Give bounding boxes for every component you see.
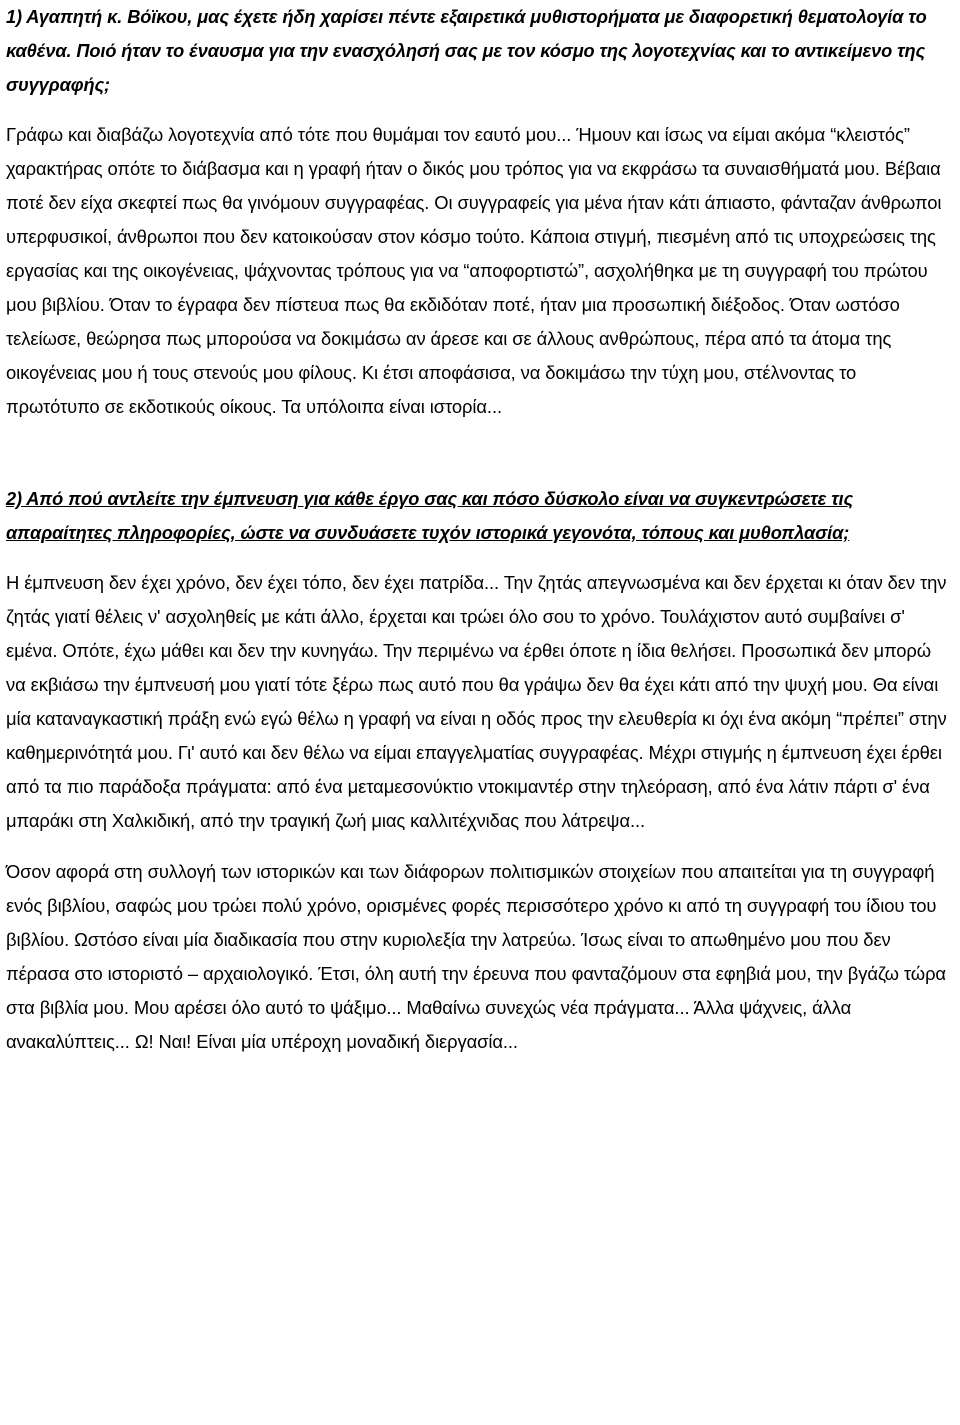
answer-2-paragraph-2: Όσον αφορά στη συλλογή των ιστορικών και των διάφορων πολιτισμικών στοιχείων που απαιτείται για τη συγγραφή ενός βιβλίου, σαφώς μου τρώει πολύ χρόνο, ορισμένες φορές περισσότερο χρόνο κι από τη συγγραφή του ίδιου του βιβλίου. Ωστόσο είναι μία διαδικασία που στην κυριολεξία την λατρεύω. Ίσως είναι το απωθημένο μου που δεν πέρασα στο ιστοριστό – αρχαιολογικό. Έτσι, όλη αυτή την έρευνα που φανταζόμουν στα εφηβιά μου, την βγάζω τώρα στα βιβλία μου. Μου αρέσει όλο αυτό το ψάξιμο... Μαθαίνω συνεχώς νέα πράγματα... Άλλα ψάχνεις, άλλα ανακαλύπτεις... Ω! Ναι! Είναι μία υπέροχη μοναδική διεργασία... xyxy=(6,861,946,1052)
answer-2-paragraph-1: Η έμπνευση δεν έχει χρόνο, δεν έχει τόπο, δεν έχει πατρίδα... Την ζητάς απεγνωσμένα και δεν έρχεται κι όταν δεν την ζητάς γιατί θέλεις ν' ασχοληθείς με κάτι άλλο, έρχεται και τρώει όλο σου το χρόνο. Τουλάχιστον αυτό συμβαίνει σ' εμένα. Οπότε, έχω μάθει και δεν την κυνηγάω. Την περιμένω να έρθει όποτε η ίδια θελήσει. Προσωπικά δεν μπορώ να εκβιάσω την έμπνευσή μου γιατί τότε ξέρω πως αυτό που θα γράψω δεν θα έχει κάτι από την ψυχή μου. Θα είναι μία καταναγκαστική πράξη ενώ εγώ θέλω η γραφή να είναι η οδός προς την ελευθερία κι όχι ένα ακόμη “πρέπει” στην καθημερινότητά μου. Γι' αυτό και δεν θέλω να είμαι επαγγελματίας συγγραφέας. Μέχρι στιγμής η έμπνευση έχει έρθει από τα πιο παράδοξα πράγματα: από ένα μεταμεσονύκτιο ντοκιμαντέρ στην τηλεόραση, από ένα λάτιν πάρτι σ' ένα μπαράκι στη Χαλκιδική, από την τραγική ζωή μιας καλλιτέχνιδας που λάτρεψα... xyxy=(6,572,947,831)
question-2: 2) Από πού αντλείτε την έμπνευση για κάθε έργο σας και πόσο δύσκολο είναι να συγκεντρώσετε τις απαραίτητες πληροφορίες, ώστε να συνδυάσετε τυχόν ιστορικά γεγονότα, τόπους και μυθοπλασία; xyxy=(6,489,854,543)
answer-1-paragraph: Γράφω και διαβάζω λογοτεχνία από τότε που θυμάμαι τον εαυτό μου... Ήμουν και ίσως να είμαι ακόμα “κλειστός” χαρακτήρας οπότε το διάβασμα και η γραφή ήταν ο δικός μου τρόπος για να εκφράσω τα συναισθήματά μου. Βέβαια ποτέ δεν είχα σκεφτεί πως θα γινόμουν συγγραφέας. Οι συγγραφείς για μένα ήταν κάτι άπιαστο, φάνταζαν άνθρωποι υπερφυσικοί, άνθρωποι που δεν κατοικούσαν στον κόσμο τούτο. Κάποια στιγμή, πιεσμένη από τις υποχρεώσεις της εργασίας και της οικογένειας, ψάχνοντας τρόπους για να “αποφορτιστώ”, ασχολήθηκα με τη συγγραφή του πρώτου μου βιβλίου. Όταν το έγραφα δεν πίστευα πως θα εκδιδόταν ποτέ, ήταν μια προσωπική διέξοδος. Όταν ωστόσο τελείωσε, θεώρησα πως μπορούσα να δοκιμάσω αν άρεσε και σε άλλους ανθρώπους, πέρα από τα άτομα της οικογένειας μου ή τους στενούς μου φίλους. Κι έτσι αποφάσισα, να δοκιμάσω την τύχη μου, στέλνοντας το πρωτότυπο σε εκδοτικούς οίκους. Τα υπόλοιπα είναι ιστορία... xyxy=(6,124,942,417)
question-1: 1) Αγαπητή κ. Βόϊκου, μας έχετε ήδη χαρίσει πέντε εξαιρετικά μυθιστορήματα με διαφορετική θεματολογία το καθένα. Ποιό ήταν το έναυσμα για την ενασχόλησή σας με τον κόσμο της λογοτεχνίας και το αντικείμενο της συγγραφής; xyxy=(6,7,927,95)
